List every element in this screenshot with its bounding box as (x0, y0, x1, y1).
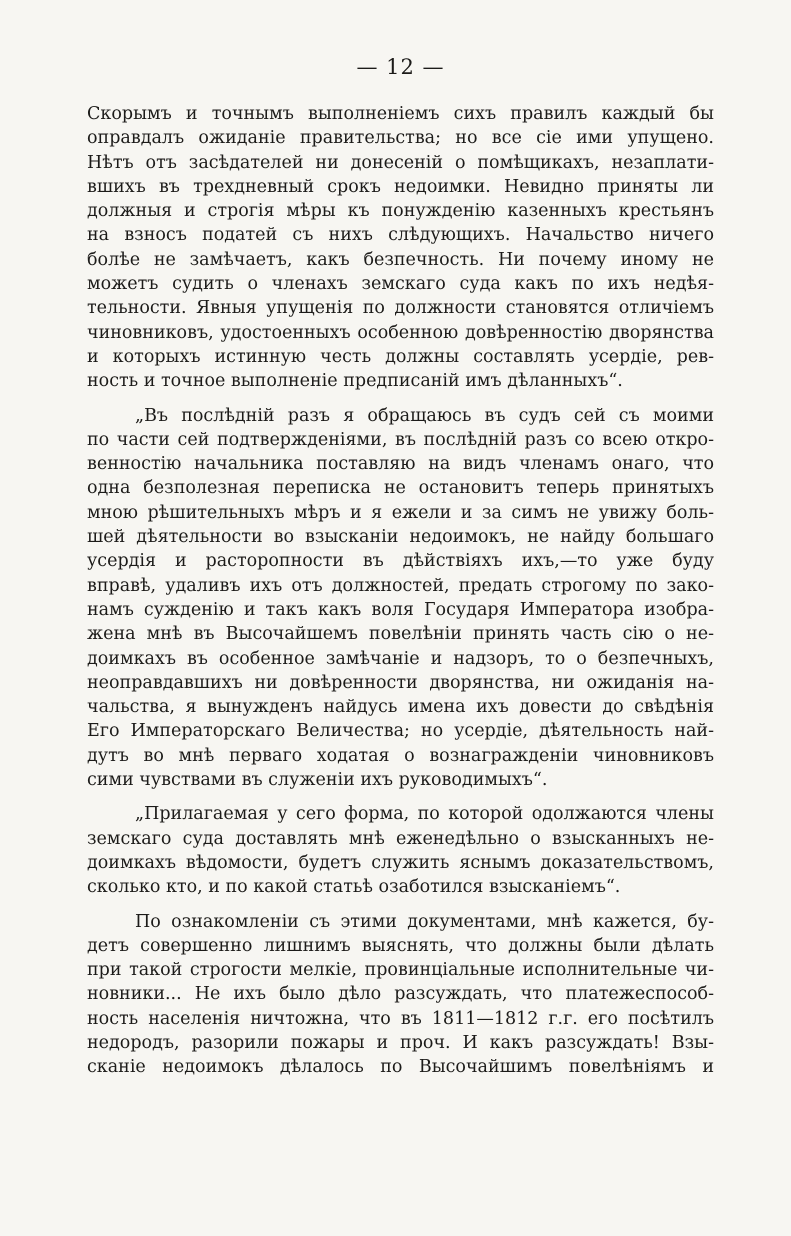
text-line: Скорымъ и точнымъ выполненіемъ сихъ правилъ каждый бы (87, 104, 714, 124)
text-line: по части сей подтвержденіями, въ послѣдній разъ со всею откро- (87, 429, 714, 450)
text-line: должныя и строгія мѣры къ понужденію казенныхъ крестьянъ (87, 201, 714, 222)
paragraph (87, 102, 714, 394)
text-line: сканіе недоимокъ дѣлалось по Высочайшимъ повелѣніямъ и (87, 1057, 714, 1078)
text-line: ность и точное выполненіе предписаній имъ дѣланныхъ“. (87, 371, 623, 392)
text-line: на взносъ податей съ нихъ слѣдующихъ. Начальство ничего (87, 225, 714, 246)
text-line: жена мнѣ въ Высочайшемъ повелѣніи принять часть сію о не- (87, 624, 714, 645)
text-line: чальства, я вынужденъ найдусь имена ихъ довести до свѣдѣнія (87, 697, 714, 718)
paragraph (87, 910, 714, 1080)
text-line: сими чувствами въ служеніи ихъ руководимыхъ“. (87, 770, 548, 791)
text-line: одна безполезная переписка не остановитъ теперь принятыхъ (87, 478, 714, 499)
paragraph (87, 802, 714, 899)
text-line: „Прилагаемая у сего форма, по которой одолжаются члены (135, 804, 714, 825)
text-line: Его Императорскаго Величества; но усердіе, дѣятельность най- (87, 721, 714, 742)
text-line: чиновниковъ, удостоенныхъ особенною довѣренностію дворянства (87, 322, 714, 343)
text-line: намъ сужденію и такъ какъ воля Государя Императора изобра- (87, 599, 714, 620)
text-line: дутъ во мнѣ перваго ходатая о вознагражденіи чиновниковъ (87, 745, 714, 766)
text-line: новники... Не ихъ было дѣло разсуждать, что платежеспособ- (87, 984, 714, 1005)
text-line: усердія и расторопности въ дѣйствіяхъ ихъ,—то уже буду (87, 551, 714, 572)
text-line: По ознакомленіи съ этими документами, мнѣ кажется, бу- (135, 911, 714, 932)
paragraph (87, 404, 714, 793)
text-line: вшихъ въ трехдневный срокъ недоимки. Невидно приняты ли (87, 176, 714, 197)
text-line: земскаго суда доставлять мнѣ еженедѣльно о взысканныхъ не- (87, 828, 714, 849)
text-line: шей дѣятельности во взысканіи недоимокъ, не найду большаго (87, 527, 714, 548)
text-line: недородъ, разорили пожары и проч. И какъ разсуждать! Взы- (87, 1032, 714, 1053)
text-line: сколько кто, и по какой статьѣ озаботился взысканіемъ“. (87, 877, 621, 898)
body-text (87, 102, 714, 1080)
text-line: оправдалъ ожиданіе правительства; но все сіе ими упущено. (87, 128, 714, 149)
text-line: ность населенія ничтожна, что въ 1811—1812 г.г. его посѣтилъ (87, 1008, 714, 1029)
text-line: мною рѣшительныхъ мѣръ и я ежели и за симъ не увижу боль- (87, 502, 714, 523)
text-line: вправѣ, удаливъ ихъ отъ должностей, предать строгому по зако- (87, 575, 714, 596)
text-line: при такой строгости мелкіе, провинціальные исполнительные чи- (87, 960, 714, 981)
text-line: Нѣтъ отъ засѣдателей ни донесеній о помѣщикахъ, незаплати- (87, 152, 714, 173)
text-line: „Въ послѣдній разъ я обращаюсь въ судъ сей съ моими (135, 405, 714, 426)
text-line: венностію начальника поставляю на видъ членамъ онаго, что (87, 454, 714, 475)
text-line: тельности. Явныя упущенія по должности становятся отличіемъ (87, 298, 714, 319)
text-line: детъ совершенно лишнимъ выяснять, что должны были дѣлать (87, 935, 714, 956)
text-line: можетъ судить о членахъ земскаго суда какъ по ихъ недѣя- (87, 274, 714, 295)
text-line: доимкахъ вѣдомости, будетъ служить яснымъ доказательствомъ, (87, 852, 714, 873)
text-line: доимкахъ въ особенное замѣчаніе и надзоръ, то о безпечныхъ, (87, 648, 714, 669)
text-line: болѣе не замѣчаетъ, какъ безпечность. Ни почему иному не (87, 249, 714, 270)
document-page (87, 54, 714, 1080)
text-line: неоправдавшихъ ни довѣренности дворянства, ни ожиданія на- (87, 672, 714, 693)
text-line: и которыхъ истинную честь должны составлять усердіе, рев- (87, 346, 714, 367)
page-number: — 12 — (356, 55, 445, 79)
